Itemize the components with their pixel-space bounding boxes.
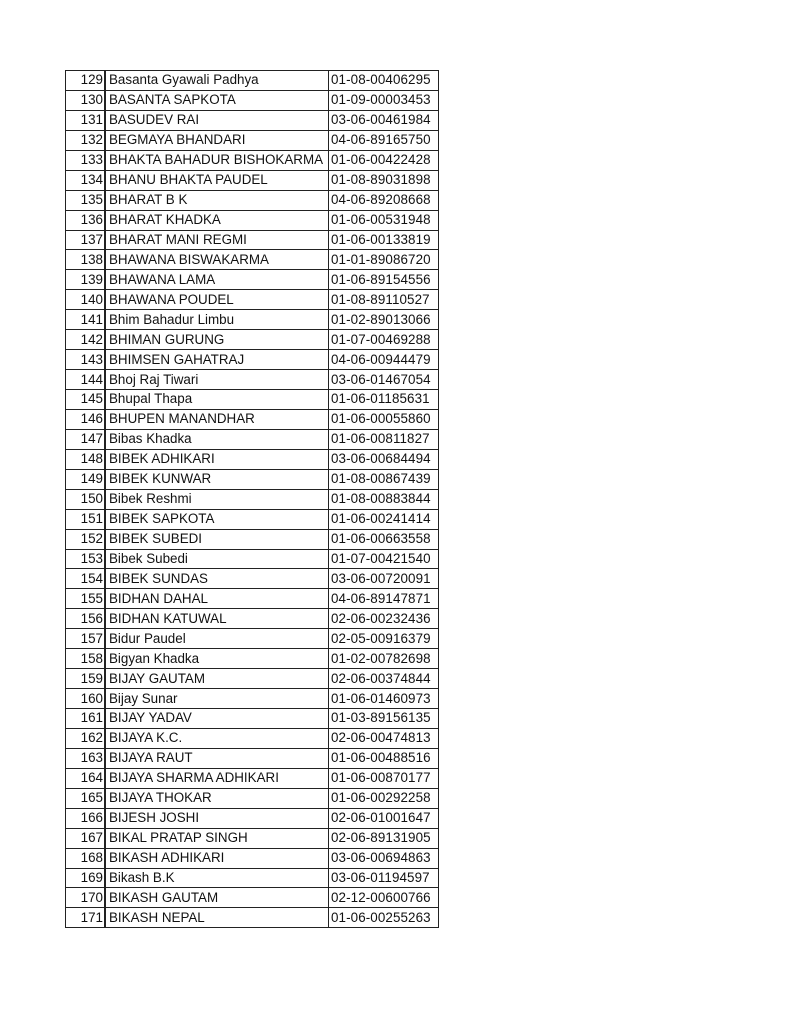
serial-number-cell: 165 — [66, 788, 106, 808]
name-cell: BIKASH ADHIKARI — [105, 848, 329, 868]
registration-number-cell: 01-07-00469288 — [329, 330, 439, 350]
name-cell: BIJESH JOSHI — [105, 808, 329, 828]
serial-number-cell: 157 — [66, 629, 106, 649]
serial-number-cell: 129 — [66, 71, 106, 91]
table-row — [66, 549, 439, 569]
name-cell: BHAWANA LAMA — [105, 270, 329, 290]
name-cell: BHARAT B K — [105, 190, 329, 210]
serial-number-cell: 133 — [66, 150, 106, 170]
table-row — [66, 709, 439, 729]
name-cell: BIBEK SAPKOTA — [105, 509, 329, 529]
registration-number-cell: 01-08-00883844 — [329, 489, 439, 509]
name-cell: BHIMSEN GAHATRAJ — [105, 350, 329, 370]
name-cell: BHUPEN MANANDHAR — [105, 409, 329, 429]
registration-number-cell: 02-06-00232436 — [329, 609, 439, 629]
serial-number-cell: 137 — [66, 230, 106, 250]
serial-number-cell: 159 — [66, 669, 106, 689]
table-row — [66, 130, 439, 150]
serial-number-cell: 144 — [66, 370, 106, 390]
serial-number-cell: 148 — [66, 449, 106, 469]
table-row — [66, 748, 439, 768]
registration-number-cell: 04-06-00944479 — [329, 350, 439, 370]
table-row — [66, 409, 439, 429]
registration-number-cell: 01-06-00241414 — [329, 509, 439, 529]
serial-number-cell: 155 — [66, 589, 106, 609]
serial-number-cell: 147 — [66, 429, 106, 449]
registration-number-cell: 01-08-00406295 — [329, 71, 439, 91]
registration-number-cell: 02-06-89131905 — [329, 828, 439, 848]
serial-number-cell: 164 — [66, 768, 106, 788]
table-row — [66, 270, 439, 290]
serial-number-cell: 154 — [66, 569, 106, 589]
registration-number-cell: 01-09-00003453 — [329, 90, 439, 110]
registration-number-cell: 01-06-00488516 — [329, 748, 439, 768]
table-row — [66, 350, 439, 370]
serial-number-cell: 171 — [66, 908, 106, 928]
name-list-table — [65, 70, 439, 928]
serial-number-cell: 161 — [66, 709, 106, 729]
registration-number-cell: 01-06-00870177 — [329, 768, 439, 788]
registration-number-cell: 02-06-00374844 — [329, 669, 439, 689]
table-row — [66, 689, 439, 709]
registration-number-cell: 01-06-00811827 — [329, 429, 439, 449]
table-row — [66, 310, 439, 330]
name-cell: BIBEK SUBEDI — [105, 529, 329, 549]
name-cell: BIJAY GAUTAM — [105, 669, 329, 689]
registration-number-cell: 01-02-00782698 — [329, 649, 439, 669]
name-cell: Bigyan Khadka — [105, 649, 329, 669]
name-cell: BHARAT KHADKA — [105, 210, 329, 230]
registration-number-cell: 01-06-00055860 — [329, 409, 439, 429]
table-row — [66, 150, 439, 170]
table-row — [66, 330, 439, 350]
serial-number-cell: 166 — [66, 808, 106, 828]
registration-number-cell: 01-01-89086720 — [329, 250, 439, 270]
table-row — [66, 629, 439, 649]
registration-number-cell: 01-06-01460973 — [329, 689, 439, 709]
serial-number-cell: 160 — [66, 689, 106, 709]
registration-number-cell: 02-12-00600766 — [329, 888, 439, 908]
table-body — [66, 71, 439, 928]
serial-number-cell: 162 — [66, 728, 106, 748]
registration-number-cell: 04-06-89208668 — [329, 190, 439, 210]
name-cell: BIDHAN KATUWAL — [105, 609, 329, 629]
serial-number-cell: 140 — [66, 290, 106, 310]
serial-number-cell: 156 — [66, 609, 106, 629]
registration-number-cell: 01-06-00255263 — [329, 908, 439, 928]
registration-number-cell: 04-06-89165750 — [329, 130, 439, 150]
table-row — [66, 370, 439, 390]
registration-number-cell: 02-05-00916379 — [329, 629, 439, 649]
serial-number-cell: 170 — [66, 888, 106, 908]
name-cell: Bidur Paudel — [105, 629, 329, 649]
serial-number-cell: 136 — [66, 210, 106, 230]
registration-number-cell: 01-08-89110527 — [329, 290, 439, 310]
table-row — [66, 848, 439, 868]
registration-number-cell: 03-06-01467054 — [329, 370, 439, 390]
serial-number-cell: 158 — [66, 649, 106, 669]
name-cell: BIDHAN DAHAL — [105, 589, 329, 609]
table-row — [66, 808, 439, 828]
serial-number-cell: 168 — [66, 848, 106, 868]
name-cell: BHIMAN GURUNG — [105, 330, 329, 350]
registration-number-cell: 01-06-00663558 — [329, 529, 439, 549]
table-row — [66, 529, 439, 549]
name-cell: Bhupal Thapa — [105, 390, 329, 410]
registration-number-cell: 01-08-00867439 — [329, 469, 439, 489]
serial-number-cell: 139 — [66, 270, 106, 290]
table-row — [66, 828, 439, 848]
table-row — [66, 469, 439, 489]
registration-number-cell: 01-02-89013066 — [329, 310, 439, 330]
serial-number-cell: 167 — [66, 828, 106, 848]
registration-number-cell: 01-06-00133819 — [329, 230, 439, 250]
name-cell: BIBEK KUNWAR — [105, 469, 329, 489]
name-cell: BIJAY YADAV — [105, 709, 329, 729]
serial-number-cell: 149 — [66, 469, 106, 489]
registration-number-cell: 03-06-00694863 — [329, 848, 439, 868]
registration-number-cell: 01-06-00531948 — [329, 210, 439, 230]
registration-number-cell: 01-07-00421540 — [329, 549, 439, 569]
table-row — [66, 429, 439, 449]
registration-number-cell: 04-06-89147871 — [329, 589, 439, 609]
serial-number-cell: 134 — [66, 170, 106, 190]
serial-number-cell: 135 — [66, 190, 106, 210]
name-cell: BIJAYA THOKAR — [105, 788, 329, 808]
serial-number-cell: 153 — [66, 549, 106, 569]
table-row — [66, 768, 439, 788]
table-row — [66, 569, 439, 589]
name-cell: Bhim Bahadur Limbu — [105, 310, 329, 330]
serial-number-cell: 142 — [66, 330, 106, 350]
name-cell: Basanta Gyawali Padhya — [105, 71, 329, 91]
serial-number-cell: 151 — [66, 509, 106, 529]
name-cell: BHAWANA BISWAKARMA — [105, 250, 329, 270]
name-cell: BIBEK SUNDAS — [105, 569, 329, 589]
name-cell: Bibas Khadka — [105, 429, 329, 449]
registration-number-cell: 01-06-00292258 — [329, 788, 439, 808]
name-cell: Bibek Reshmi — [105, 489, 329, 509]
table-row — [66, 589, 439, 609]
name-cell: BIJAYA SHARMA ADHIKARI — [105, 768, 329, 788]
table-row — [66, 110, 439, 130]
table-row — [66, 489, 439, 509]
serial-number-cell: 138 — [66, 250, 106, 270]
table-row — [66, 868, 439, 888]
registration-number-cell: 01-03-89156135 — [329, 709, 439, 729]
serial-number-cell: 145 — [66, 390, 106, 410]
table-row — [66, 230, 439, 250]
table-row — [66, 449, 439, 469]
table-row — [66, 788, 439, 808]
name-cell: BIJAYA RAUT — [105, 748, 329, 768]
serial-number-cell: 141 — [66, 310, 106, 330]
table-row — [66, 210, 439, 230]
name-cell: BHAWANA POUDEL — [105, 290, 329, 310]
table-row — [66, 649, 439, 669]
table-row — [66, 250, 439, 270]
serial-number-cell: 146 — [66, 409, 106, 429]
name-cell: BHARAT MANI REGMI — [105, 230, 329, 250]
registration-number-cell: 01-06-01185631 — [329, 390, 439, 410]
table-row — [66, 669, 439, 689]
name-cell: BHAKTA BAHADUR BISHOKARMA — [105, 150, 329, 170]
table-row — [66, 90, 439, 110]
name-cell: BIKASH NEPAL — [105, 908, 329, 928]
table-row — [66, 888, 439, 908]
name-cell: Bibek Subedi — [105, 549, 329, 569]
name-cell: BASANTA SAPKOTA — [105, 90, 329, 110]
serial-number-cell: 130 — [66, 90, 106, 110]
name-cell: BHANU BHAKTA PAUDEL — [105, 170, 329, 190]
name-cell: Bhoj Raj Tiwari — [105, 370, 329, 390]
name-cell: Bikash B.K — [105, 868, 329, 888]
table-row — [66, 71, 439, 91]
serial-number-cell: 131 — [66, 110, 106, 130]
table-row — [66, 170, 439, 190]
registration-number-cell: 03-06-01194597 — [329, 868, 439, 888]
serial-number-cell: 152 — [66, 529, 106, 549]
table-row — [66, 728, 439, 748]
registration-number-cell: 03-06-00684494 — [329, 449, 439, 469]
table-row — [66, 290, 439, 310]
serial-number-cell: 169 — [66, 868, 106, 888]
registration-number-cell: 01-08-89031898 — [329, 170, 439, 190]
table-row — [66, 390, 439, 410]
name-cell: Bijay Sunar — [105, 689, 329, 709]
registration-number-cell: 01-06-89154556 — [329, 270, 439, 290]
table-row — [66, 190, 439, 210]
name-cell: BEGMAYA BHANDARI — [105, 130, 329, 150]
serial-number-cell: 143 — [66, 350, 106, 370]
table-row — [66, 509, 439, 529]
registration-number-cell: 03-06-00720091 — [329, 569, 439, 589]
name-cell: BIBEK ADHIKARI — [105, 449, 329, 469]
name-cell: BASUDEV RAI — [105, 110, 329, 130]
registration-number-cell: 03-06-00461984 — [329, 110, 439, 130]
serial-number-cell: 150 — [66, 489, 106, 509]
table-row — [66, 609, 439, 629]
registration-number-cell: 01-06-00422428 — [329, 150, 439, 170]
registration-number-cell: 02-06-00474813 — [329, 728, 439, 748]
serial-number-cell: 132 — [66, 130, 106, 150]
serial-number-cell: 163 — [66, 748, 106, 768]
registration-number-cell: 02-06-01001647 — [329, 808, 439, 828]
table-row — [66, 908, 439, 928]
name-cell: BIKAL PRATAP SINGH — [105, 828, 329, 848]
name-cell: BIJAYA K.C. — [105, 728, 329, 748]
name-cell: BIKASH GAUTAM — [105, 888, 329, 908]
